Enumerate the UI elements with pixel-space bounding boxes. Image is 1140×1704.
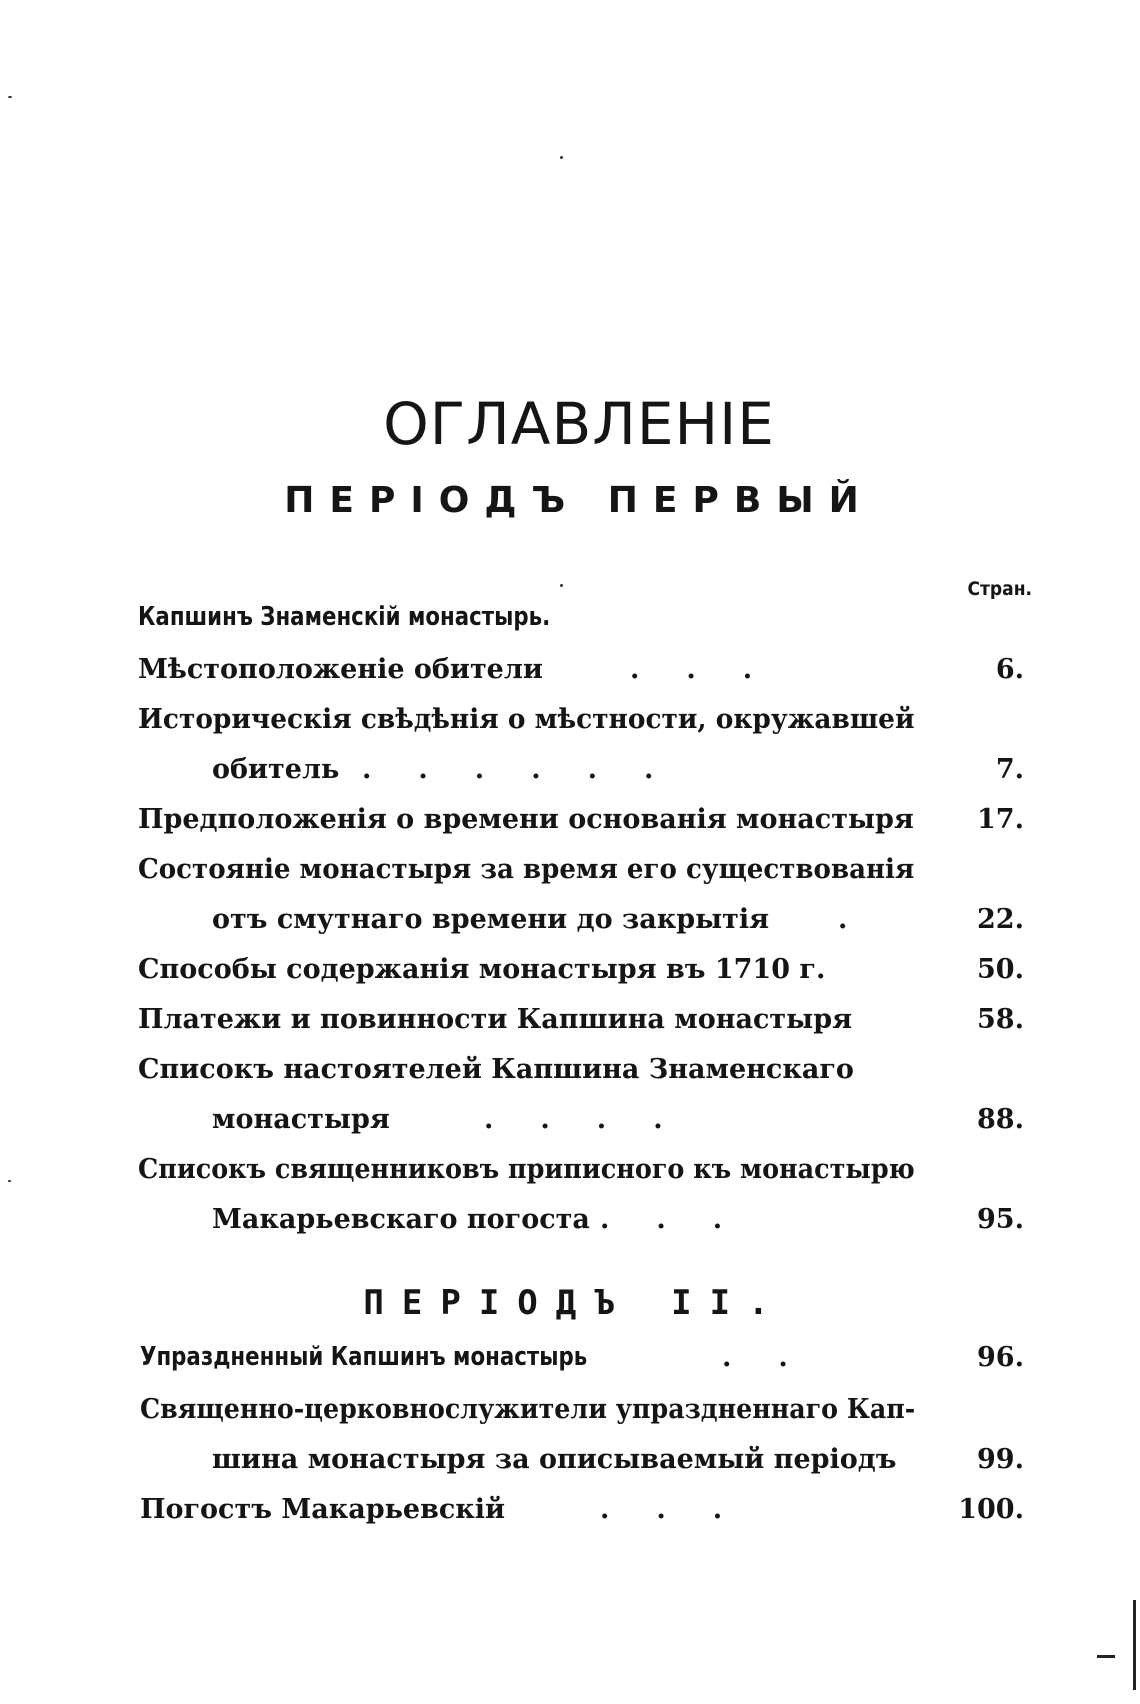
toc-entry <box>0 1390 1140 1436</box>
page-title: ОГЛАВЛЕНІЕ <box>383 390 775 458</box>
toc-leader-dots: . . <box>722 1342 788 1373</box>
toc-page-number: 58. <box>977 1004 1024 1035</box>
toc-entry-text: Священно-церковнослужители упраздненнаго Кап- <box>140 1394 916 1425</box>
toc-entry <box>0 1000 1140 1046</box>
period-one-heading: ПЕРІОДЪ ПЕРВЫЙ <box>284 480 874 521</box>
toc-entry-text: шина монастыря за описываемый періодъ <box>212 1444 897 1475</box>
toc-page-number: 95. <box>977 1204 1024 1235</box>
toc-entry-text: Платежи и повинности Капшина монастыря <box>138 1004 853 1035</box>
toc-entry-text: монастыря <box>212 1104 390 1135</box>
toc-entry <box>0 850 1140 896</box>
toc-entry <box>0 800 1140 846</box>
toc-page-number: 100. <box>958 1494 1024 1525</box>
edge-mark <box>1133 1600 1136 1690</box>
toc-entry-text: Историческія свѣдѣнія о мѣстности, окружавшей <box>138 704 915 735</box>
toc-entry-text: Погостъ Макарьевскій <box>140 1494 506 1525</box>
toc-page-number: 7. <box>995 754 1024 785</box>
toc-entry-continuation <box>0 1100 1140 1146</box>
toc-page-number: 22. <box>977 904 1024 935</box>
toc-leader-dots: . . . . . . <box>362 754 654 785</box>
toc-entry-text: Макарьевскаго погоста <box>212 1204 590 1235</box>
toc-entry <box>0 1490 1140 1536</box>
toc-page-number: 6. <box>995 654 1024 685</box>
toc-entry-continuation <box>0 1440 1140 1486</box>
toc-entry <box>0 950 1140 996</box>
toc-leader-dots: . . . <box>600 1494 723 1525</box>
toc-entry <box>0 700 1140 746</box>
toc-entry-text: обитель <box>212 754 340 785</box>
toc-page-number: 99. <box>977 1444 1024 1475</box>
toc-leader-dots: . . . <box>630 654 753 685</box>
toc-entry-continuation <box>0 750 1140 796</box>
toc-entry-continuation <box>0 900 1140 946</box>
period-two-heading: ПЕРІОДЪ II. <box>363 1283 787 1323</box>
toc-leader-dots: . <box>838 904 848 935</box>
toc-leader-dots: . . . <box>600 1204 723 1235</box>
toc-entry <box>0 650 1140 696</box>
section-two-title: Упраздненный Капшинъ монастырь <box>140 1342 588 1372</box>
toc-entry-text: отъ смутнаго времени до закрытія <box>212 904 770 935</box>
edge-mark <box>1097 1655 1115 1658</box>
toc-leader-dots: . . . . <box>484 1104 663 1135</box>
toc-page-number: 96. <box>977 1342 1024 1373</box>
toc-entry-text: Способы содержанія монастыря въ 1710 г. <box>138 954 826 985</box>
toc-entry-text: Списокъ настоятелей Капшина Знаменскаго <box>138 1054 854 1085</box>
toc-entry-text: Списокъ священниковъ приписного къ монастырю <box>138 1154 915 1185</box>
section-one-title: Капшинъ Знаменскій монастырь. <box>138 602 551 632</box>
toc-entry-text: Мѣстоположеніе обители <box>138 654 543 685</box>
toc-page-number: 17. <box>977 804 1024 835</box>
toc-entry-text: Состояніе монастыря за время его существованія <box>138 854 915 885</box>
toc-entry <box>0 1050 1140 1096</box>
toc-entry <box>0 1150 1140 1196</box>
toc-entry-continuation <box>0 1200 1140 1246</box>
toc-page-number: 88. <box>977 1104 1024 1135</box>
page-column-label: Стран. <box>967 578 1032 600</box>
toc-page-number: 50. <box>977 954 1024 985</box>
toc-entry-text: Предположенія о времени основанія монастыря <box>138 804 914 835</box>
